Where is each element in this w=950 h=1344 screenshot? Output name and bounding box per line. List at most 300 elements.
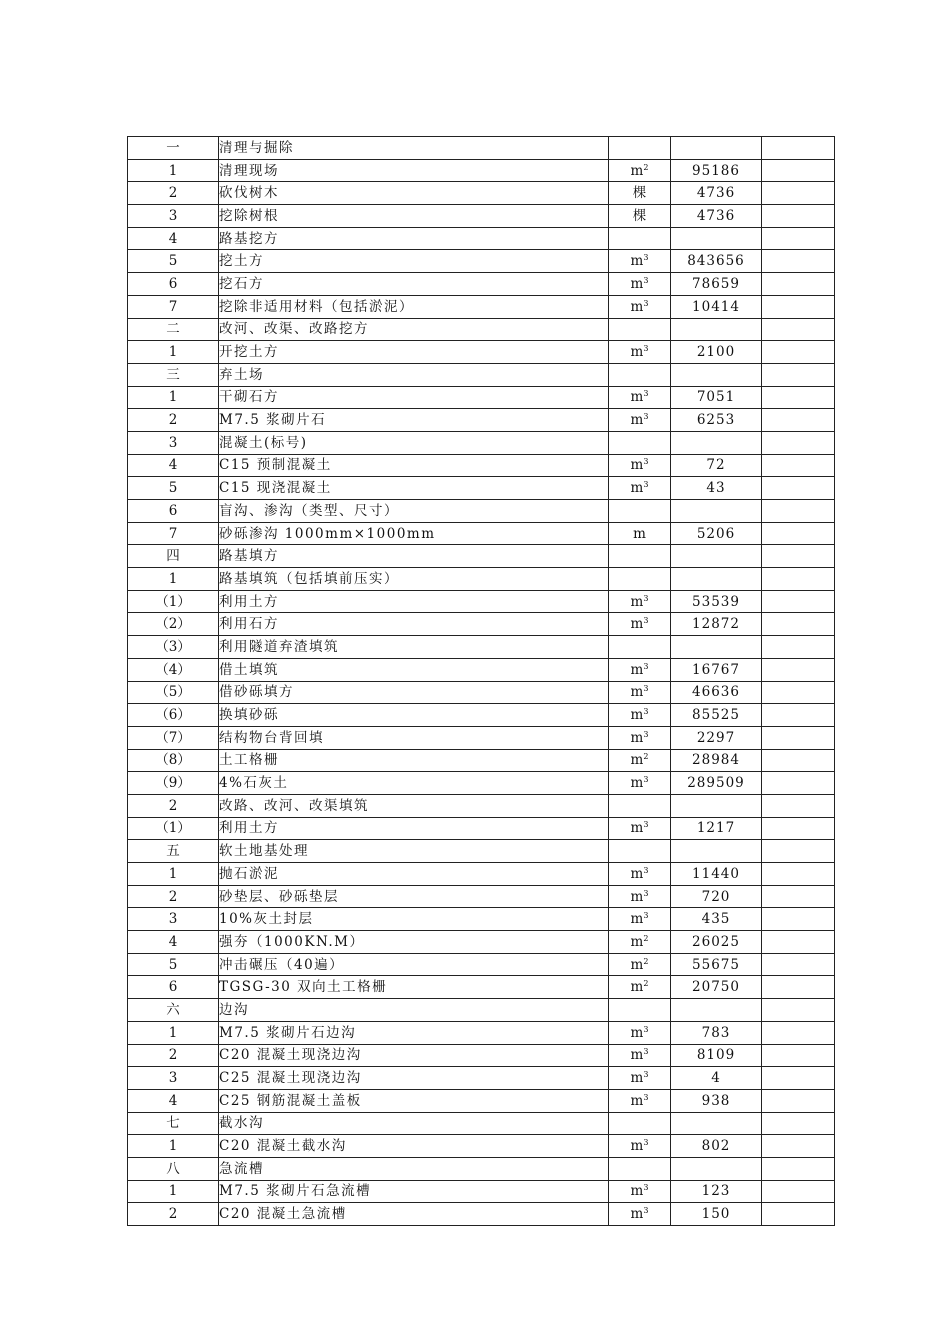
item-quantity: 28984 [671, 749, 762, 772]
item-number: 7 [128, 295, 219, 318]
unit-exponent: 3 [643, 616, 649, 626]
item-number: 三 [128, 363, 219, 386]
table-row [128, 999, 835, 1022]
table-row [128, 681, 835, 704]
item-unit [609, 568, 671, 591]
item-name: 挖石方 [219, 273, 609, 296]
item-quantity: 78659 [671, 273, 762, 296]
item-quantity: 843656 [671, 250, 762, 273]
unit-exponent: 3 [643, 253, 649, 263]
item-unit [609, 1089, 671, 1112]
table-row [128, 182, 835, 205]
unit-exponent: 3 [643, 707, 649, 717]
table-row [128, 1157, 835, 1180]
item-remark [762, 250, 835, 273]
item-quantity: 5206 [671, 522, 762, 545]
item-name: 截水沟 [219, 1112, 609, 1135]
unit-base: 棵 [632, 185, 647, 202]
item-remark [762, 976, 835, 999]
item-unit [609, 545, 671, 568]
unit-exponent: 3 [643, 1024, 649, 1034]
item-name: M7.5 浆砌片石 [219, 409, 609, 432]
item-remark [762, 205, 835, 228]
item-remark [762, 636, 835, 659]
table-body [128, 137, 835, 1226]
item-number: （3） [128, 636, 219, 659]
item-quantity: 85525 [671, 704, 762, 727]
item-number: （4） [128, 658, 219, 681]
item-remark [762, 817, 835, 840]
item-number: （1） [128, 817, 219, 840]
item-name: 路基填方 [219, 545, 609, 568]
table-row [128, 545, 835, 568]
item-unit [609, 749, 671, 772]
item-number: 1 [128, 386, 219, 409]
item-quantity [671, 431, 762, 454]
item-quantity [671, 227, 762, 250]
unit-exponent: 2 [643, 979, 649, 989]
item-remark [762, 613, 835, 636]
item-remark [762, 454, 835, 477]
unit-base: m [633, 525, 646, 542]
item-name: TGSG-30 双向土工格栅 [219, 976, 609, 999]
item-number: （9） [128, 772, 219, 795]
item-name: 挖土方 [219, 250, 609, 273]
item-remark [762, 227, 835, 250]
unit-base: m [630, 1047, 644, 1064]
item-unit [609, 1203, 671, 1226]
item-quantity: 7051 [671, 386, 762, 409]
item-number: 四 [128, 545, 219, 568]
table-row [128, 953, 835, 976]
item-quantity: 4736 [671, 182, 762, 205]
table-row [128, 1135, 835, 1158]
item-remark [762, 522, 835, 545]
table-row [128, 1203, 835, 1226]
item-unit [609, 454, 671, 477]
table-row [128, 863, 835, 886]
table-row [128, 658, 835, 681]
item-remark [762, 431, 835, 454]
item-name: 冲击碾压（40遍） [219, 953, 609, 976]
item-quantity: 150 [671, 1203, 762, 1226]
unit-exponent: 3 [643, 480, 649, 490]
item-number: 3 [128, 431, 219, 454]
unit-base: m [630, 593, 644, 610]
table-row [128, 341, 835, 364]
item-quantity [671, 794, 762, 817]
item-name: 借土填筑 [219, 658, 609, 681]
unit-exponent: 3 [643, 684, 649, 694]
table-row [128, 363, 835, 386]
item-number: 1 [128, 159, 219, 182]
unit-base: m [630, 1138, 644, 1155]
item-name: 改路、改河、改渠填筑 [219, 794, 609, 817]
item-remark [762, 363, 835, 386]
item-unit [609, 590, 671, 613]
unit-exponent: 2 [643, 752, 649, 762]
item-remark [762, 295, 835, 318]
item-number: 1 [128, 863, 219, 886]
unit-exponent: 2 [643, 933, 649, 943]
unit-base: m [630, 775, 644, 792]
item-unit [609, 636, 671, 659]
item-unit [609, 477, 671, 500]
unit-base: m [630, 888, 644, 905]
table-row [128, 908, 835, 931]
item-quantity [671, 1157, 762, 1180]
item-quantity: 289509 [671, 772, 762, 795]
item-name: 强夯（1000KN.M） [219, 931, 609, 954]
item-unit [609, 613, 671, 636]
unit-base: m [630, 729, 644, 746]
item-unit [609, 205, 671, 228]
item-quantity: 783 [671, 1021, 762, 1044]
item-quantity: 8109 [671, 1044, 762, 1067]
item-remark [762, 341, 835, 364]
item-number: 七 [128, 1112, 219, 1135]
table-row [128, 159, 835, 182]
unit-base: m [630, 480, 644, 497]
item-name: C20 混凝土急流槽 [219, 1203, 609, 1226]
item-number: 1 [128, 1180, 219, 1203]
item-remark [762, 658, 835, 681]
unit-exponent: 3 [643, 911, 649, 921]
item-number: （6） [128, 704, 219, 727]
item-quantity: 95186 [671, 159, 762, 182]
item-number: 八 [128, 1157, 219, 1180]
item-name: 清理与掘除 [219, 137, 609, 160]
unit-exponent: 3 [643, 457, 649, 467]
item-quantity: 10414 [671, 295, 762, 318]
item-number: 3 [128, 908, 219, 931]
table-row [128, 454, 835, 477]
item-remark [762, 318, 835, 341]
table-row [128, 522, 835, 545]
table-row [128, 726, 835, 749]
item-quantity: 26025 [671, 931, 762, 954]
item-name: 干砌石方 [219, 386, 609, 409]
unit-exponent: 3 [643, 275, 649, 285]
table-row [128, 137, 835, 160]
item-remark [762, 1112, 835, 1135]
item-quantity: 1217 [671, 817, 762, 840]
unit-exponent: 3 [643, 298, 649, 308]
item-quantity: 2100 [671, 341, 762, 364]
table-row [128, 613, 835, 636]
item-quantity: 12872 [671, 613, 762, 636]
table-row [128, 1044, 835, 1067]
unit-exponent: 3 [643, 888, 649, 898]
item-name: 抛石淤泥 [219, 863, 609, 886]
item-unit [609, 522, 671, 545]
quantity-table [127, 136, 835, 1226]
item-remark [762, 386, 835, 409]
item-unit [609, 409, 671, 432]
item-unit [609, 182, 671, 205]
item-unit [609, 1044, 671, 1067]
item-unit [609, 999, 671, 1022]
item-number: （1） [128, 590, 219, 613]
item-number: 六 [128, 999, 219, 1022]
item-unit [609, 363, 671, 386]
item-quantity: 2297 [671, 726, 762, 749]
table-row [128, 500, 835, 523]
item-name: 开挖土方 [219, 341, 609, 364]
item-unit [609, 726, 671, 749]
item-quantity: 802 [671, 1135, 762, 1158]
item-name: C15 预制混凝土 [219, 454, 609, 477]
item-name: 挖除非适用材料（包括淤泥） [219, 295, 609, 318]
item-unit [609, 931, 671, 954]
table-row [128, 885, 835, 908]
item-number: 6 [128, 976, 219, 999]
item-remark [762, 863, 835, 886]
table-row [128, 1021, 835, 1044]
item-number: 2 [128, 1044, 219, 1067]
item-remark [762, 794, 835, 817]
item-quantity [671, 840, 762, 863]
item-number: 4 [128, 931, 219, 954]
item-unit [609, 817, 671, 840]
item-name: 结构物台背回填 [219, 726, 609, 749]
item-number: （5） [128, 681, 219, 704]
item-name: C20 混凝土截水沟 [219, 1135, 609, 1158]
unit-base: m [630, 1206, 644, 1223]
table-row [128, 318, 835, 341]
unit-base: m [630, 684, 644, 701]
unit-base: m [630, 344, 644, 361]
item-name: 换填砂砾 [219, 704, 609, 727]
item-unit [609, 227, 671, 250]
item-remark [762, 1067, 835, 1090]
item-remark [762, 159, 835, 182]
item-name: 利用隧道弃渣填筑 [219, 636, 609, 659]
unit-base: 棵 [632, 207, 647, 224]
table-row [128, 749, 835, 772]
item-unit [609, 431, 671, 454]
unit-base: m [630, 911, 644, 928]
item-unit [609, 772, 671, 795]
item-name: 清理现场 [219, 159, 609, 182]
item-number: 6 [128, 500, 219, 523]
table-row [128, 840, 835, 863]
table-row [128, 205, 835, 228]
item-number: 6 [128, 273, 219, 296]
table-row [128, 590, 835, 613]
item-quantity: 435 [671, 908, 762, 931]
item-remark [762, 1203, 835, 1226]
table-row [128, 772, 835, 795]
item-number: 5 [128, 250, 219, 273]
unit-base: m [630, 933, 644, 950]
item-unit [609, 1112, 671, 1135]
table-row [128, 931, 835, 954]
item-quantity: 16767 [671, 658, 762, 681]
item-name: M7.5 浆砌片石边沟 [219, 1021, 609, 1044]
item-remark [762, 681, 835, 704]
item-name: 砂砾渗沟 1000mm×1000mm [219, 522, 609, 545]
item-remark [762, 749, 835, 772]
item-quantity: 938 [671, 1089, 762, 1112]
item-number: 2 [128, 182, 219, 205]
item-quantity [671, 500, 762, 523]
item-quantity [671, 318, 762, 341]
item-remark [762, 1180, 835, 1203]
item-quantity [671, 999, 762, 1022]
item-name: 利用土方 [219, 817, 609, 840]
item-unit [609, 885, 671, 908]
item-quantity [671, 137, 762, 160]
item-quantity [671, 636, 762, 659]
item-quantity [671, 545, 762, 568]
item-number: 五 [128, 840, 219, 863]
item-remark [762, 568, 835, 591]
unit-exponent: 3 [643, 661, 649, 671]
item-remark [762, 931, 835, 954]
table-row [128, 250, 835, 273]
item-unit [609, 250, 671, 273]
item-remark [762, 840, 835, 863]
table-row [128, 817, 835, 840]
unit-exponent: 3 [643, 1138, 649, 1148]
unit-exponent: 3 [643, 1206, 649, 1216]
item-number: （7） [128, 726, 219, 749]
item-name: C25 混凝土现浇边沟 [219, 1067, 609, 1090]
table-row [128, 794, 835, 817]
item-number: 3 [128, 1067, 219, 1090]
table-row [128, 477, 835, 500]
item-unit [609, 794, 671, 817]
item-number: 2 [128, 794, 219, 817]
unit-exponent: 3 [643, 820, 649, 830]
item-remark [762, 726, 835, 749]
unit-exponent: 3 [643, 865, 649, 875]
item-quantity: 11440 [671, 863, 762, 886]
item-remark [762, 999, 835, 1022]
table-row [128, 568, 835, 591]
item-number: 1 [128, 568, 219, 591]
unit-base: m [630, 616, 644, 633]
unit-base: m [630, 412, 644, 429]
unit-base: m [630, 389, 644, 406]
item-unit [609, 704, 671, 727]
item-number: 1 [128, 1135, 219, 1158]
item-name: M7.5 浆砌片石急流槽 [219, 1180, 609, 1203]
unit-exponent: 3 [643, 412, 649, 422]
item-unit [609, 273, 671, 296]
item-unit [609, 908, 671, 931]
unit-exponent: 3 [643, 1183, 649, 1193]
item-remark [762, 409, 835, 432]
item-name: 土工格栅 [219, 749, 609, 772]
item-unit [609, 318, 671, 341]
item-quantity: 46636 [671, 681, 762, 704]
unit-base: m [630, 707, 644, 724]
item-quantity: 72 [671, 454, 762, 477]
item-number: （8） [128, 749, 219, 772]
item-unit [609, 863, 671, 886]
unit-base: m [630, 1183, 644, 1200]
item-number: 5 [128, 477, 219, 500]
item-remark [762, 545, 835, 568]
item-name: 4%石灰土 [219, 772, 609, 795]
item-quantity: 55675 [671, 953, 762, 976]
table-row [128, 704, 835, 727]
item-quantity [671, 1112, 762, 1135]
item-unit [609, 976, 671, 999]
item-remark [762, 137, 835, 160]
item-remark [762, 908, 835, 931]
item-quantity: 6253 [671, 409, 762, 432]
table-row [128, 431, 835, 454]
unit-base: m [630, 820, 644, 837]
item-remark [762, 772, 835, 795]
item-name: 路基填筑（包括填前压实） [219, 568, 609, 591]
table-row [128, 1180, 835, 1203]
item-unit [609, 681, 671, 704]
item-quantity [671, 568, 762, 591]
unit-base: m [630, 1024, 644, 1041]
item-remark [762, 953, 835, 976]
unit-base: m [630, 865, 644, 882]
unit-exponent: 2 [643, 162, 649, 172]
item-unit [609, 953, 671, 976]
item-name: 边沟 [219, 999, 609, 1022]
table-row [128, 295, 835, 318]
item-unit [609, 295, 671, 318]
item-unit [609, 1067, 671, 1090]
unit-exponent: 3 [643, 593, 649, 603]
table-row [128, 386, 835, 409]
item-remark [762, 1044, 835, 1067]
unit-base: m [630, 253, 644, 270]
item-number: （2） [128, 613, 219, 636]
table-row [128, 636, 835, 659]
item-unit [609, 1180, 671, 1203]
table-row [128, 227, 835, 250]
table-row [128, 1089, 835, 1112]
item-number: 4 [128, 1089, 219, 1112]
item-number: 5 [128, 953, 219, 976]
item-remark [762, 885, 835, 908]
item-name: 挖除树根 [219, 205, 609, 228]
table-row [128, 273, 835, 296]
item-number: 4 [128, 454, 219, 477]
item-number: 3 [128, 205, 219, 228]
unit-exponent: 3 [643, 1047, 649, 1057]
item-quantity [671, 363, 762, 386]
item-unit [609, 386, 671, 409]
item-name: C15 现浇混凝土 [219, 477, 609, 500]
table-row [128, 409, 835, 432]
item-remark [762, 273, 835, 296]
item-unit [609, 840, 671, 863]
item-name: C20 混凝土现浇边沟 [219, 1044, 609, 1067]
item-quantity: 53539 [671, 590, 762, 613]
item-unit [609, 137, 671, 160]
unit-base: m [630, 1092, 644, 1109]
item-number: 一 [128, 137, 219, 160]
item-name: 路基挖方 [219, 227, 609, 250]
item-number: 7 [128, 522, 219, 545]
item-quantity: 123 [671, 1180, 762, 1203]
unit-exponent: 2 [643, 956, 649, 966]
item-name: C25 钢筋混凝土盖板 [219, 1089, 609, 1112]
item-remark [762, 1021, 835, 1044]
item-unit [609, 341, 671, 364]
table-row [128, 976, 835, 999]
